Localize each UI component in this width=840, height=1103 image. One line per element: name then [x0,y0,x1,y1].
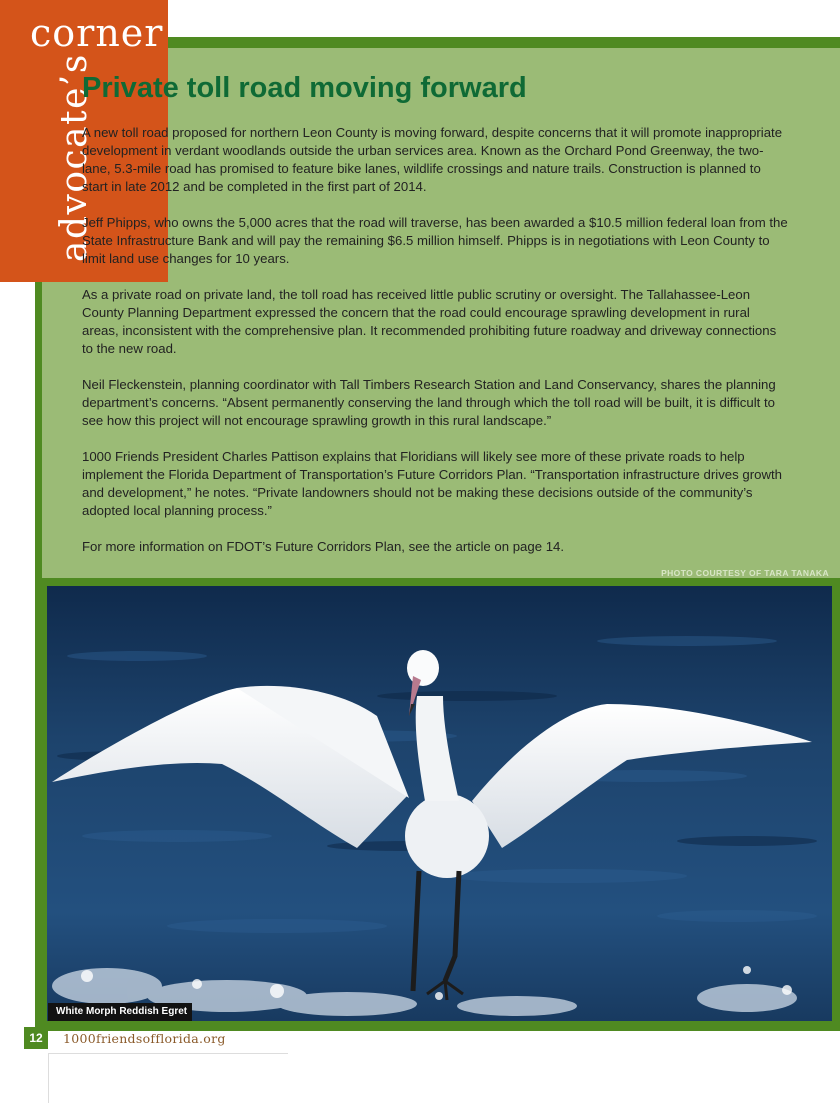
article-paragraph: As a private road on private land, the toll road has received little public scrutiny or oversight. The Tallahassee-Leon County Planning Department expressed the concern that the road could encourage sprawling development in rural areas, inconsistent with the comprehensive plan. It recommended prohibiting future roadway and driveway connections to the new road. [82,287,777,356]
footer-site-link[interactable]: 1000friendsofflorida.org [63,1031,226,1046]
badge-advocate-text: advocate’s [54,53,95,262]
article-paragraph: Jeff Phipps, who owns the 5,000 acres that the road will traverse, has been awarded a $10.5 million federal loan from the State Infrastructure Bank and will pay the remaining $6.5 million himself. Phipps is in negotiations with Leon County to limit land use changes for 10 years. [82,215,788,266]
egret-photo [47,586,832,1021]
photo-credit: PHOTO COURTESY OF TARA TANAKA [661,568,829,578]
page-number: 12 [24,1027,48,1049]
footer-rule [48,1053,288,1054]
badge-corner-text: corner [30,11,164,55]
photo-caption: White Morph Reddish Egret [48,1003,192,1021]
article-headline: Private toll road moving forward [82,72,527,104]
article-paragraph: A new toll road proposed for northern Leon County is moving forward, despite concerns that it will promote inappropriate development in verdant woodlands outside the urban services area. Known as the Orchard Pond Greenway, the two-lane, 5.3-mile road has promised to feature bike lanes, wildlife crossings and nature trails. Construction is planned to start in late 2012 and be completed in the first part of 2014. [82,125,783,194]
article-body [82,124,790,574]
footer-vertical-rule [48,1053,49,1103]
article-paragraph: 1000 Friends President Charles Pattison explains that Floridians will likely see more of these private roads to help implement the Florida Department of Transportation’s Future Corridors Plan. “Transportation infrastructure drives growth and development,” he notes. “Private landowners should not be making these decisions outside of the community’s adopted local planning process.” [82,449,782,518]
article-paragraph: Neil Fleckenstein, planning coordinator with Tall Timbers Research Station and Land Conservancy, shares the planning department’s concerns. “Absent permanently conserving the land through which the toll road will be built, it is difficult to see how this project will not encourage sprawling growth in this rural landscape.” [82,377,776,428]
article-paragraph: For more information on FDOT’s Future Corridors Plan, see the article on page 14. [82,539,565,554]
